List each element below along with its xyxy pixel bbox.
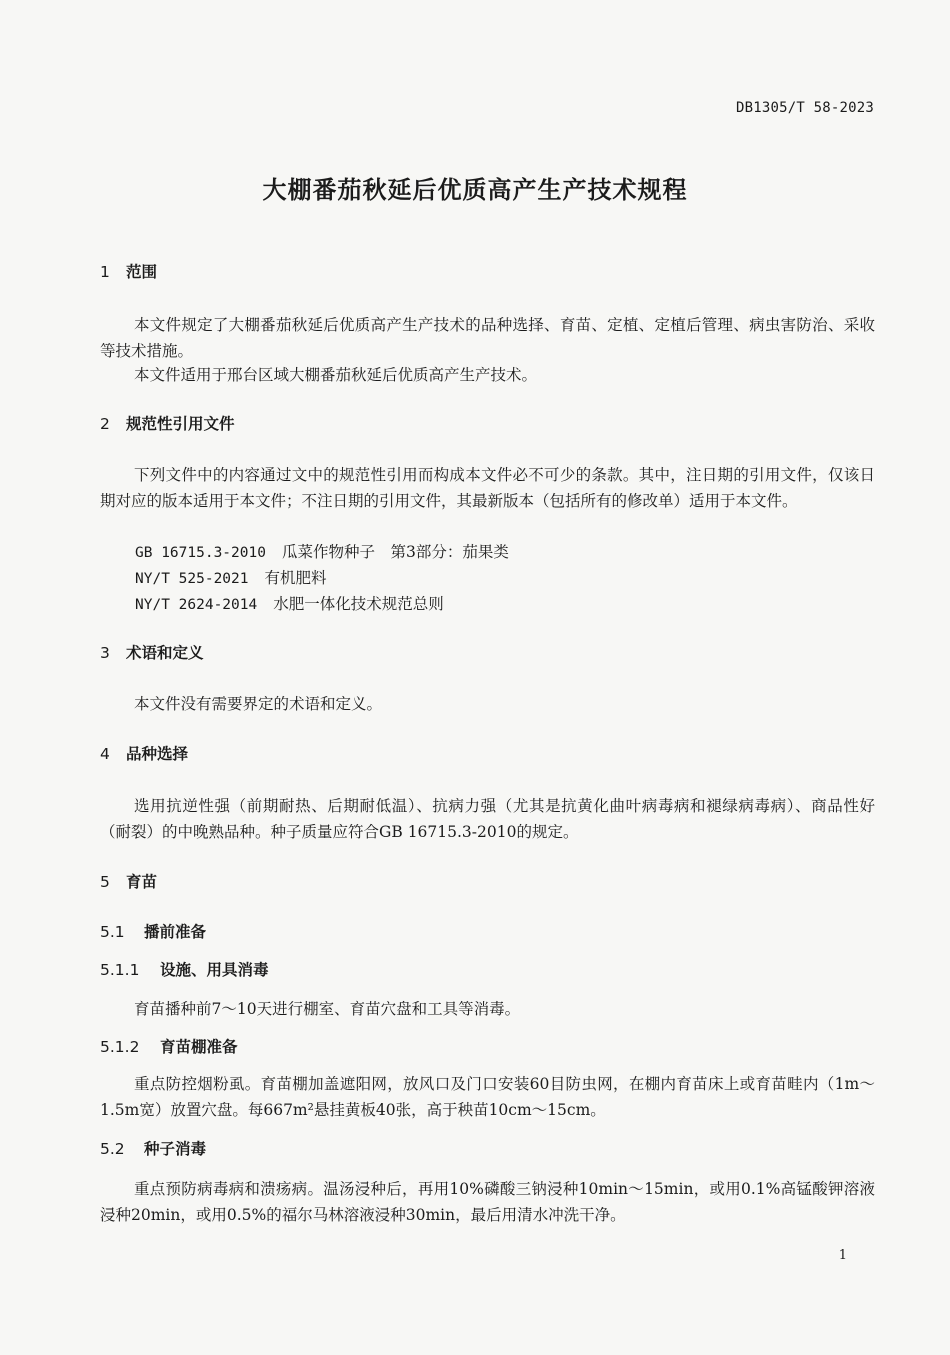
section-2-paragraph-1: 下列文件中的内容通过文中的规范性引用而构成本文件必不可少的条款。其中，注日期的引用文件，仅该日期对应的版本适用于本文件；不注日期的引用文件，其最新版本（包括所有的修改单）适用于本文件。 <box>100 466 875 510</box>
section-number: 5.2 <box>100 1140 125 1158</box>
document-code: DB1305/T 58-2023 <box>735 100 874 116</box>
section-4-heading <box>100 742 188 764</box>
section-5-1-2-paragraph: 重点防控烟粉虱。育苗棚加盖遮阳网，放风口及门口安装60目防虫网，在棚内育苗床上或育苗畦内（1m～1.5m宽）放置穴盘。每667m²悬挂黄板40张，高于秧苗10cm～15cm。 <box>100 1075 875 1119</box>
section-5-2-paragraph: 重点预防病毒病和溃疡病。温汤浸种后，再用10%磷酸三钠浸种10min～15min，或用0.1%高锰酸钾溶液浸种20min，或用0.5%的福尔马林溶液浸种30min，最后用清水冲洗干净。 <box>100 1180 875 1224</box>
reference-item <box>135 540 509 562</box>
reference-code: NY/T 525-2021 <box>135 571 249 587</box>
reference-item <box>135 566 327 588</box>
section-title: 品种选择 <box>126 745 189 763</box>
section-5-1-1-paragraph: 育苗播种前7～10天进行棚室、育苗穴盘和工具等消毒。 <box>134 1000 521 1018</box>
section-title: 育苗棚准备 <box>160 1038 238 1056</box>
section-number: 4 <box>100 745 110 763</box>
section-title: 种子消毒 <box>144 1140 207 1158</box>
section-5-1-heading <box>100 920 206 942</box>
section-1-paragraph-2: 本文件适用于邢台区域大棚番茄秋延后优质高产生产技术。 <box>134 366 538 384</box>
reference-code: NY/T 2624-2014 <box>135 597 258 613</box>
section-3-heading <box>100 641 204 663</box>
section-number: 5.1 <box>100 923 125 941</box>
section-title: 育苗 <box>126 873 158 891</box>
section-5-2-heading <box>100 1137 206 1159</box>
section-title: 设施、用具消毒 <box>160 961 269 979</box>
section-1-heading <box>100 260 157 282</box>
section-1-paragraph-1: 本文件规定了大棚番茄秋延后优质高产生产技术的品种选择、育苗、定植、定植后管理、病虫害防治、采收等技术措施。 <box>100 316 875 360</box>
section-title: 范围 <box>126 263 158 281</box>
section-title: 播前准备 <box>144 923 207 941</box>
section-5-1-1-heading <box>100 958 269 980</box>
section-2-heading <box>100 412 235 434</box>
reference-item <box>135 592 444 614</box>
section-title: 术语和定义 <box>126 644 204 662</box>
section-number: 3 <box>100 644 110 662</box>
reference-title: 有机肥料 <box>264 569 327 587</box>
section-number: 1 <box>100 263 110 281</box>
section-3-paragraph-1: 本文件没有需要界定的术语和定义。 <box>134 695 383 713</box>
section-5-1-2-heading <box>100 1035 238 1057</box>
section-number: 2 <box>100 415 110 433</box>
section-number: 5.1.2 <box>100 1038 140 1056</box>
document-title: 大棚番茄秋延后优质高产生产技术规程 <box>262 176 688 204</box>
reference-code: GB 16715.3-2010 <box>135 545 266 561</box>
section-number: 5 <box>100 873 110 891</box>
section-4-paragraph-1: 选用抗逆性强（前期耐热、后期耐低温）、抗病力强（尤其是抗黄化曲叶病毒病和褪绿病毒病）、商品性好（耐裂）的中晚熟品种。种子质量应符合GB 16715.3-2010的规定。 <box>100 797 875 841</box>
page-number: 1 <box>838 1248 847 1263</box>
reference-title: 瓜菜作物种子 第3部分：茄果类 <box>281 543 509 561</box>
section-number: 5.1.1 <box>100 961 140 979</box>
reference-title: 水肥一体化技术规范总则 <box>273 595 444 613</box>
section-5-heading <box>100 870 157 892</box>
section-title: 规范性引用文件 <box>126 415 235 433</box>
